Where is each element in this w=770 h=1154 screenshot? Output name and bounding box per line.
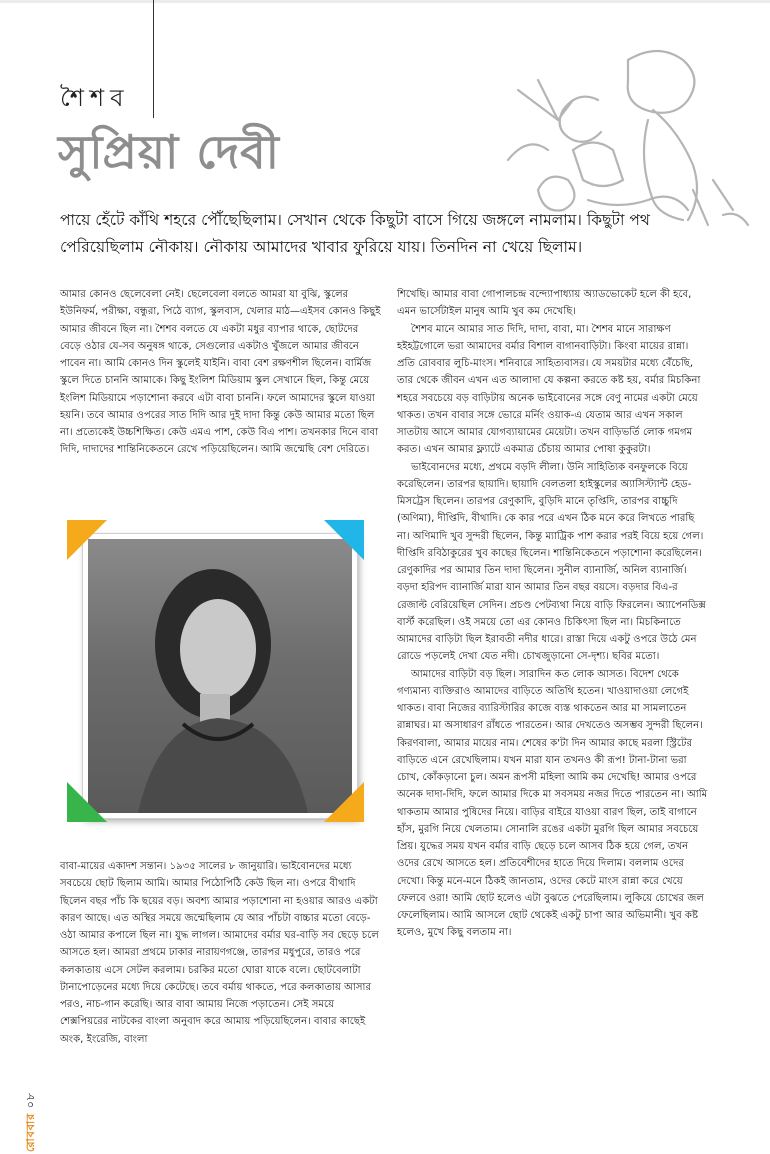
- corner-decoration: [67, 520, 107, 560]
- page-footer: [22, 1092, 41, 1152]
- paragraph: বাবা-মায়ের একাদশ সন্তান। ১৯৩৫ সালের ৮ জানুয়ারি। ভাইবোনদের মধ্যে সবচেয়ে ছোট ছিলাম আমি। আমার পিঠোপিঠি কেউ ছিল না। ওপরে বীথাদি ছিলেন বছর পাঁচ কি ছয়ের বড়। অবশ্য আমার পড়াশোনা না হওয়ার আরও একটা কারণ আছে। এত অস্থির সময়ে জন্মেছিলাম যে আর পাঁচটা বাচ্চার মতো বেড়ে-ওঠা আমার কপালে ছিল না। যুদ্ধ লাগল। আমাদের বর্মার ঘর-বাড়ি সব ছেড়ে চলে আসতে হল। আমরা প্রথমে ঢাকার নারায়ণগঞ্জে, তারপর মধুপুরে, তারও পরে কলকাতায় এসে সেটল করলাম। চরকির মতো ঘোরা যাকে বলে। ছোটবেলাটা টানাপোড়েনের মধ্যে দিয়ে কেটেছে। তবে বর্মায় থাকতে, পরে কলকাতায় আসার পরও, নাচ-গান করেছি। আর বাবা আমায় নিজে পড়াতেন। সেই সময়ে শেক্সপিয়রের নাটকের বাংলা অনুবাদ করে আমায় পড়িয়েছিলেন। বাবার কাছেই অংক, ইংরেজি, বাংলা: [60, 861, 379, 1045]
- corner-decoration: [67, 782, 107, 822]
- portrait-frame: [67, 520, 364, 822]
- top-rule: [0, 0, 770, 3]
- paragraph: শৈশব মানে আমার সাত দিদি, দাদা, বাবা, মা। শৈশব মানে সারাক্ষণ হইহট্টগোলে ভরা আমাদের বর্মার বিশাল বাগানবাড়িটা। কিংবা মায়ের রান্না। প্রতি রোববার লুচি-মাংস। শনিবারে সাহিত্যবাসর। যে সময়টার মধ্যে বেঁচেছি, তার থেকে জীবন এখন এত আলাদা যে কল্পনা করতে কষ্ট হয়, বর্মার মিচকিনা শহরে সবচেয়ে বড় বাড়িটায় অনেক ভাইবোনের সঙ্গে বেণু নামের একটা মেয়ে থাকত। তখন বাবার সঙ্গে ভোরে মর্নিং ওয়াক-এ যেতাম আর এখন সকাল সাতটায় আসে আমার যোগব্যায়ামের মেয়েটা। তখন বাড়িভর্তি লোক গমগম করত। এখন আমার ফ্ল্যাটে একমাত্র চেঁচায় আমার পোষা কুকুরটা।: [397, 323, 701, 456]
- column-2: [60, 858, 382, 1048]
- section-label: শৈশব: [60, 84, 130, 112]
- paragraph: আমার কোনও ছেলেবেলা নেই। ছেলেবেলা বলতে আমরা যা বুঝি, স্কুলের ইউনিফর্ম, পরীক্ষা, বন্ধুরা, পিঠে ব্যাগ, স্কুলবাস, খেলার মাঠ—এইসব কোনও কিছুই আমার জীবনে ছিল না। শৈশব বলতে যে একটা মধুর ব্যাপার থাকে, ছোটদের বেড়ে ওঠার যে-সব অনুষঙ্গ থাকে, সেগুলোর একটাও খুঁজলে আমার জীবনে পাবেন না। আমি কোনও দিন স্কুলেই যাইনি। বাবা বেশ রক্ষণশীল ছিলেন। বার্মিজ স্কুলে দিতে চাননি আমাকে। কিছু ইংলিশ মিডিয়াম স্কুল সেখানে ছিল, কিন্তু মেয়ে ইংলিশ মিডিয়ামে পড়াশোনা করবে এটা বাবা চাননি। ফলে আমাদের স্কুলে যাওয়া হয়নি। তবে আমার ওপরের সাত দিদি আর দুই দাদা কিন্তু কেউ আমার মতো ছিল না। প্রত্যেকেই উচ্চশিক্ষিত। কেউ এমএ পাশ, কেউ বিএ পাশ। তখনকার দিনে বাবা দিদি, দাদাদের শান্তিনিকেতনে রেখে পড়িয়েছিলেন। আমি জন্মেছি বেশ দেরিতে।: [60, 289, 381, 456]
- paragraph: আমাদের বাড়িটা বড় ছিল। সারাদিন কত লোক আসত। বিদেশ থেকে গণ্যমান্য ব্যক্তিরাও আমাদের বাড়িতে অতিথি হতেন। খাওয়াদাওয়া লেগেই থাকত। বাবা নিজের ব্যারিস্টারির কাজে ব্যস্ত থাকতেন আর মা সামলাতেন রান্নাঘর। মা অসাধারণ রাঁধতে পারতেন। আর দেখতেও অসম্ভব সুন্দরী ছিলেন। কিরণবালা, আমার মায়ের নাম। শেষের ক'টা দিন আমার কাছে মরলা স্ট্রিটের বাড়িতে এনে রেখেছিলাম। যখন মারা যান তখনও কী রূপ! টানা-টানা ভরা চোখ, কোঁকড়ানো চুল। অমন রূপসী মহিলা আমি কম দেখেছি! আমার ওপরে অনেক দাদা-দিদি, ফলে আমার দিকে মা সবসময় নজর দিতে পারতেন না। আমি থাকতাম আমার পুষিদের নিয়ে। বাড়ির বাইরে যাওয়া বারণ ছিল, তাই বাগানে হাঁস, মুরগি নিয়ে খেলতাম। সোনালি রঙের একটা মুরগি ছিল আমার সবচেয়ে প্রিয়। যুদ্ধের সময় যখন বর্মার বাড়ি ছেড়ে চলে আসব ঠিক হয়ে গেল, তখন ওদের রেখে আসতে হল। প্রতিবেশীদের হাতে দিয়ে দিলাম। বললাম ওদের দেখো। কিন্তু মনে-মনে ঠিকই জানতাম, ওদের কেটে মাংস রান্না করে খেয়ে ফেলবে ওরা! আমি ছোট হলেও এটা বুঝতে পেরেছিলাম। লুকিয়ে চোখের জল ফেলেছিলাম। আমি আসলে ছোট থেকেই একটু চাপা আর অভিমানী। খুব কষ্ট হলেও, মুখে কিছু বলতাম না।: [397, 668, 708, 939]
- article-title: সুপ্রিয়া দেবী: [58, 125, 280, 179]
- portrait-photo: [83, 534, 357, 818]
- column-1: [60, 286, 382, 459]
- magazine-name: রোববার: [24, 1112, 37, 1152]
- portrait-figure: [88, 539, 352, 813]
- column-3: [397, 286, 709, 942]
- paragraph: শিখেছি। আমার বাবা গোপালচন্দ্র বন্দ্যোপাধ্যায় অ্যাডভোকেট হলে কী হবে, এমন ভার্সেটাইল মানুষ আমি খুব কম দেখেছি।: [397, 289, 692, 318]
- paragraph: ভাইবোনদের মধ্যে, প্রথমে বড়দি লীলা। উনি সাহিত্যিক বনফুলকে বিয়ে করেছিলেন। তারপর ছায়াদি। ছায়াদি বেলতলা হাইস্কুলের অ্যাসিস্ট্যান্ট হেড-মিসট্রেস ছিলেন। তারপর রেণুকাদি, বুড়িদি মানে তৃপ্তিদি, তারপর বাচ্চুদি (অণিমা), দীপ্তিদি, বীথাদি। কে কার পরে এখন ঠিক মনে করে লিখতে পারছি না। অণিমাদি খুব সুন্দরী ছিলেন, কিন্তু ম্যাট্রিক পাশ করার পরই বিয়ে হয়ে গেল। দীপ্তিদি রবিঠাকুরের খুব কাছের ছিলেন। শান্তিনিকেতনে পড়াশোনা করেছিলেন। রেণুকাদির পর আমার তিন দাদা ছিলেন। সুনীল ব্যানার্জি, অনিল ব্যানার্জি। বড়দা হরিপদ ব্যানার্জি মারা যান আমার তিন বছর বয়সে। বড়দার বিএ-র রেজাল্ট বেরিয়েছিল সেদিন। প্রচণ্ড পেটব্যথা নিয়ে বাড়ি ফিরলেন। অ্যাপেনডিক্স বার্স্ট করেছিল। ওই সময়ে তো এর কোনও চিকিৎসা ছিল না। মিচকিনাতে আমাদের বাড়িটা ছিল ইরাবতী নদীর ধারে। রাস্তা দিয়ে একটু ওপরে উঠে মেন রোডে পড়লেই দেখা যেত নদী। চোখজুড়ানো সে-দৃশ্য। ছবির মতো।: [397, 461, 706, 663]
- corner-decoration: [324, 782, 364, 822]
- intro-quote: পায়ে হেঁটে কাঁথি শহরে পৌঁছেছিলাম। সেখান থেকে কিছুটা বাসে গিয়ে জঙ্গলে নামলাম। কিছুটা পথ পেরিয়েছিলাম নৌকায়। নৌকায় আমাদের খাবার ফুরিয়ে যায়। তিনদিন না খেয়ে ছিলাম।: [60, 211, 650, 256]
- corner-decoration: [324, 520, 364, 560]
- header-divider: [153, 0, 154, 118]
- page-number: ০৮: [24, 1092, 37, 1109]
